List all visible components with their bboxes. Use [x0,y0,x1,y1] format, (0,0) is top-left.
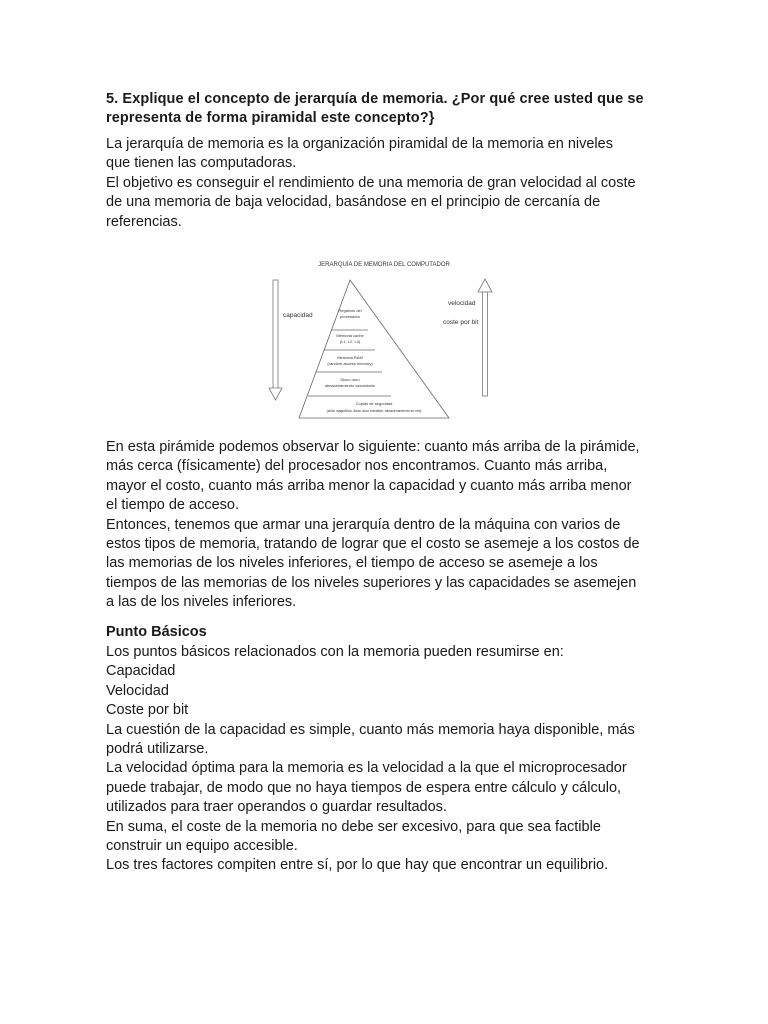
up-arrow-icon [478,279,492,396]
basics-paragraph [106,643,666,876]
figure-title: JERARQUÍA DE MEMORIA DEL COMPUTADOR [318,262,450,268]
level-label: (random access memory) [327,361,373,366]
text-line: Capacidad [106,663,176,680]
text-line: que tienen las computadoras. [106,155,297,172]
text-line: construir un equipo accesible. [106,838,298,855]
text-line: La velocidad óptima para la memoria es la velocidad a la que el microprocesador [106,760,627,777]
explanation-paragraph [106,438,666,613]
question-line: representa de forma piramidal este concepto?} [106,110,435,126]
text-line: En suma, el coste de la memoria no debe ser excesivo, para que sea factible [106,818,601,835]
question-line: 5. Explique el concepto de jerarquía de memoria. ¿Por qué cree usted que se [106,91,644,107]
cost-label: coste por bit [443,319,479,326]
intro-paragraph [106,135,666,232]
text-line: En esta pirámide podemos observar lo siguiente: cuanto más arriba de la pirámide, [106,439,640,455]
level-label: Copias de seguridad [355,401,393,406]
text-line: a las de los niveles inferiores. [106,594,297,611]
text-line: referencias. [106,213,182,230]
question-block [106,90,666,232]
text-line: Coste por bit [106,702,189,719]
text-line: tiempos de las memorias de los niveles superiores y las capacidades se asemejen [106,574,637,591]
text-line: Entonces, tenemos que armar una jerarquía dentro de la máquina con varios de [106,516,621,533]
basics-title: Punto Básicos [106,624,207,640]
text-line: mayor el costo, cuanto más arriba menor la capacidad y cuanto más arriba menor [106,477,632,494]
capacity-label: capacidad [283,312,313,319]
text-line: La cuestión de la capacidad es simple, cuanto más memoria haya disponible, más [106,721,635,738]
text-line: El objetivo es conseguir el rendimiento de una memoria de gran velocidad al coste [106,174,636,191]
text-line: puede trabajar, de modo que no haya tiempos de espera entre cálculo y cálculo, [106,779,622,796]
level-label: procesador [339,314,361,319]
memory-hierarchy-figure [262,250,502,428]
level-label: (cinta magnética, disco duro extraíble, almacenamiento en red) [326,409,422,413]
down-arrow-icon [269,280,282,400]
pyramid [299,280,449,418]
text-line: el tiempo de acceso. [106,497,239,514]
level-label: Disco duro [340,377,360,382]
level-label: Registros del [338,308,362,313]
text-line: Los tres factores compiten entre sí, por lo que hay que encontrar un equilibrio. [106,857,609,874]
pyramid-diagram [262,250,502,428]
text-line: de una memoria de baja velocidad, basándose en el principio de cercanía de [106,194,601,211]
text-line: Los puntos básicos relacionados con la memoria pueden resumirse en: [106,644,564,660]
speed-label: velocidad [448,300,476,307]
text-line: estos tipos de memoria, tratando de lograr que el costo se asemeje a los costos de [106,536,640,553]
level-label: (L1, L2, L3) [339,339,361,344]
level-label: almacenamiento secundario [324,383,376,388]
text-line: Velocidad [106,682,169,699]
level-label: Memoria caché [336,333,364,338]
text-line: La jerarquía de memoria es la organización piramidal de la memoria en niveles [106,136,613,152]
explanation-block [106,438,666,613]
text-line: las memorias de los niveles inferiores, el tiempo de acceso se asemeje a los [106,555,598,572]
level-label: Memoria RAM [337,355,363,360]
text-line: utilizados para traer operandos o guardar resultados. [106,799,447,816]
basics-block [106,623,666,876]
text-line: podrá utilizarse. [106,741,209,758]
text-line: más cerca (físicamente) del procesador nos encontramos. Cuanto más arriba, [106,458,608,475]
question-heading [106,90,666,128]
